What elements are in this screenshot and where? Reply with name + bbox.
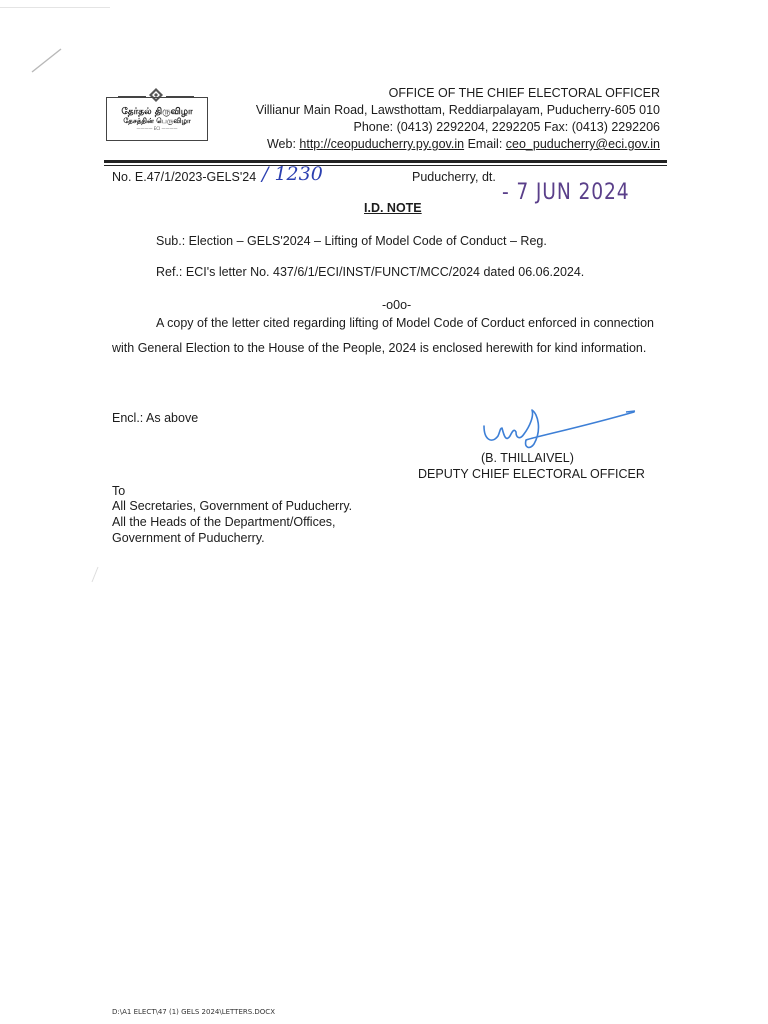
subject-line: Sub.: Election – GELS'2024 – Lifting of Model Code of Conduct – Reg. bbox=[156, 234, 547, 248]
scan-edge-line bbox=[0, 7, 110, 8]
signatory-designation: DEPUTY CHIEF ELECTORAL OFFICER bbox=[418, 467, 645, 481]
office-phone: Phone: (0413) 2292204, 2292205 Fax: (0413) 2292206 bbox=[353, 120, 660, 134]
office-address: Villianur Main Road, Lawsthottam, Reddiarpalayam, Puducherry-605 010 bbox=[255, 103, 660, 117]
recipient-line-3: Government of Puducherry. bbox=[112, 531, 265, 545]
logo-text-line2: தேசத்தின் பெருவிழா bbox=[123, 117, 191, 125]
file-path-footer: D:\A1 ELECT\47 (1) GELS 2024\LETTERS.DOCX bbox=[112, 1008, 275, 1016]
recipient-line-1: All Secretaries, Government of Puducherry. bbox=[112, 499, 353, 513]
date-stamp: - 7 JUN 2024 bbox=[502, 180, 630, 205]
logo-text-line3: ———— ECI ———— bbox=[136, 126, 178, 131]
reference-letter: Ref.: ECI's letter No. 437/6/1/ECI/INST/FUNCT/MCC/2024 dated 06.06.2024. bbox=[156, 265, 585, 279]
place-date: Puducherry, dt. bbox=[412, 170, 496, 184]
logo-text-line1: தேர்தல் திருவிழா bbox=[121, 107, 193, 117]
scan-mark bbox=[30, 46, 64, 74]
email-label: Email: bbox=[464, 137, 506, 151]
web-link[interactable]: http://ceopuducherry.py.gov.in bbox=[299, 137, 465, 151]
body-paragraph: A copy of the letter cited regarding lifting of Model Code of Corduct enforced in connection with General Election to the House of the People, 2024 is enclosed herewith for kind information. bbox=[112, 316, 654, 355]
office-web-email bbox=[267, 135, 660, 153]
election-logo bbox=[106, 97, 208, 141]
email-link[interactable]: ceo_puducherry@eci.gov.in bbox=[505, 137, 660, 151]
separator: -o0o- bbox=[382, 298, 412, 312]
web-label: Web: bbox=[266, 137, 300, 151]
enclosure: Encl.: As above bbox=[112, 411, 199, 425]
scan-speck bbox=[90, 566, 100, 584]
note-title: I.D. NOTE bbox=[364, 201, 422, 215]
letterhead-rule-thin bbox=[104, 165, 667, 166]
recipients-to: To bbox=[112, 484, 126, 498]
signatory-name: (B. THILLAIVEL) bbox=[481, 451, 574, 465]
office-title: OFFICE OF THE CHIEF ELECTORAL OFFICER bbox=[388, 86, 660, 100]
recipient-line-2: All the Heads of the Department/Offices, bbox=[112, 515, 336, 529]
handwritten-number: / 1230 bbox=[262, 163, 323, 185]
letterhead-rule-thick bbox=[104, 160, 667, 163]
reference-number: No. E.47/1/2023-GELS'24 bbox=[112, 170, 257, 184]
